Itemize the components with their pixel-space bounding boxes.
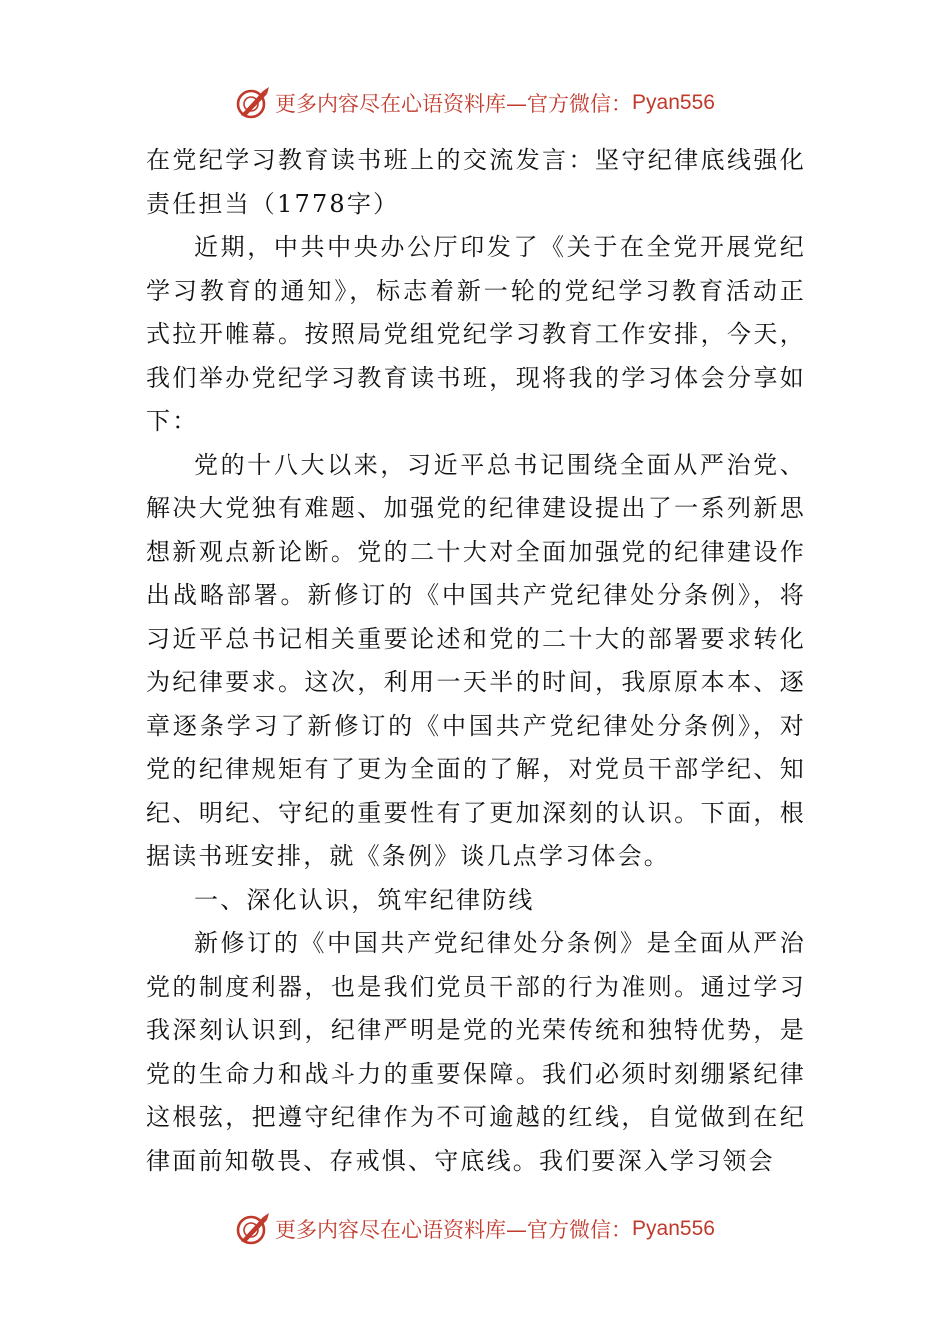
- paragraph-intro: 近期，中共中央办公厅印发了《关于在全党开展党纪学习教育的通知》，标志着新一轮的党纪学习教育活动正式拉开帷幕。按照局党组党纪学习教育工作安排，今天，我们举办党纪学习教育读书班，现将我的学习体会分享如下：: [146, 233, 806, 435]
- banner-text: 更多内容尽在心语资料库—官方微信：: [275, 1218, 633, 1242]
- watermark-banner-top: [0, 83, 950, 123]
- section-heading-1: 一、深化认识，筑牢纪律防线: [194, 885, 535, 914]
- pen-circle-logo-icon: [235, 85, 271, 121]
- banner-wechat-id: Pyan556: [632, 1217, 715, 1240]
- pen-circle-logo-icon: [235, 1211, 271, 1247]
- paragraph-background: 党的十八大以来，习近平总书记围绕全面从严治党、解决大党独有难题、加强党的纪律建设提出了一系列新思想新观点新论断。党的二十大对全面加强党的纪律建设作出战略部署。新修订的《中国共产党纪律处分条例》，将习近平总书记相关重要论述和党的二十大的部署要求转化为纪律要求。这次，利用一天半的时间，我原原本本、逐章逐条学习了新修订的《中国共产党纪律处分条例》，对党的纪律规矩有了更为全面的了解，对党员干部学纪、知纪、明纪、守纪的重要性有了更加深刻的认识。下面，根据读书班安排，就《条例》谈几点学习体会。: [146, 450, 806, 870]
- banner-text: 更多内容尽在心语资料库—官方微信：: [275, 92, 633, 116]
- watermark-banner-bottom: [0, 1209, 950, 1249]
- banner-wechat-id: Pyan556: [632, 91, 715, 114]
- paragraph-section-1: 新修订的《中国共产党纪律处分条例》是全面从严治党的制度利器，也是我们党员干部的行为准则。通过学习我深刻认识到，纪律严明是党的光荣传统和独特优势，是党的生命力和战斗力的重要保障。我们必须时刻绷紧纪律这根弦，把遵守纪律作为不可逾越的红线，自觉做到在纪律面前知敬畏、存戒惧、守底线。我们要深入学习领会: [146, 929, 806, 1175]
- document-body: [146, 139, 806, 1183]
- document-title: 在党纪学习教育读书班上的交流发言：坚守纪律底线强化责任担当（1778字）: [146, 146, 806, 218]
